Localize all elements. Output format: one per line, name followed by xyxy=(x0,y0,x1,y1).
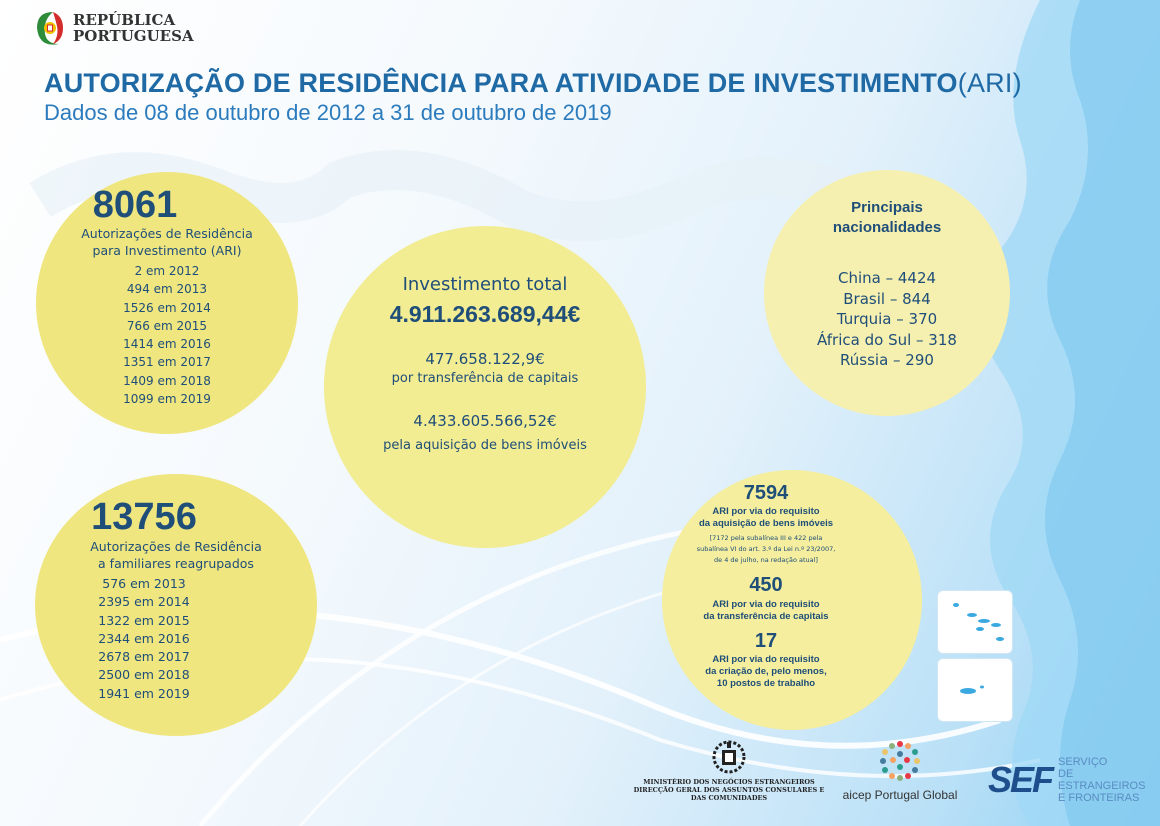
madeira-map-inset xyxy=(937,658,1013,722)
nationalities-circle xyxy=(764,170,1010,416)
capital-req-line2: da transferência de capitais xyxy=(703,611,829,622)
coat-of-arms-icon xyxy=(704,740,754,774)
nationalities-heading xyxy=(764,198,1010,238)
family-year-item: 1941 em 2019 xyxy=(98,685,190,701)
org-name-line1: REPÚBLICA xyxy=(73,11,176,29)
mne-line2: DIRECÇÃO GERAL DOS ASSUNTOS CONSULARES E xyxy=(633,786,825,794)
investment-circle xyxy=(324,226,646,548)
aicep-name: aicep Portugal Global xyxy=(842,788,958,802)
jobs-req-value: 17 xyxy=(754,630,778,652)
ari-years-list xyxy=(36,262,298,408)
ari-total-circle xyxy=(36,172,298,434)
ari-year-item: 494 em 2013 xyxy=(126,282,208,297)
mne-line3: DAS COMUNIDADES xyxy=(690,794,768,802)
property-req-value: 7594 xyxy=(743,482,789,504)
family-year-item: 2678 em 2017 xyxy=(98,649,190,665)
ari-total-label xyxy=(36,225,298,259)
ari-total-label-line2: para Investimento (ARI) xyxy=(92,243,242,258)
sef-line2: DE ESTRANGEIROS xyxy=(1058,768,1146,792)
ari-year-item: 1099 em 2019 xyxy=(123,392,211,407)
nationalities-heading-line1: Principais xyxy=(851,199,923,216)
mne-logo xyxy=(620,740,838,802)
family-year-item: 2500 em 2018 xyxy=(98,667,190,683)
property-req-line1: ARI por via do requisito xyxy=(712,506,820,517)
investment-label: Investimento total xyxy=(402,274,568,295)
nationality-item: Rússia – 290 xyxy=(840,351,934,369)
transfer-label: por transferência de capitais xyxy=(391,371,579,386)
property-value: 4.433.605.566,52€ xyxy=(413,412,557,430)
org-name-line2: PORTUGUESA xyxy=(73,27,194,45)
family-year-item: 1322 em 2015 xyxy=(98,612,190,628)
family-label-line1: Autorizações de Residência xyxy=(90,539,262,554)
family-year-item: 2395 em 2014 xyxy=(98,594,190,610)
capital-req-line1: ARI por via do requisito xyxy=(712,599,820,610)
republica-portuguesa-logo xyxy=(33,8,194,48)
property-req-line2: da aquisição de bens imóveis xyxy=(698,518,834,529)
ari-total-value: 8061 xyxy=(92,184,178,226)
page-subtitle: Dados de 08 de outubro de 2012 a 31 de outubro de 2019 xyxy=(44,100,612,125)
nationality-item: Brasil – 844 xyxy=(843,289,931,308)
jobs-req-line1: ARI por via do requisito xyxy=(712,654,820,665)
nationalities-heading-line2: nacionalidades xyxy=(832,219,942,236)
family-label-line2: a familiares reagrupados xyxy=(98,556,254,571)
property-req-note3: de 4 de julho, na redação atual] xyxy=(714,556,818,564)
title-main: AUTORIZAÇÃO DE RESIDÊNCIA PARA ATIVIDADE DE INVESTIMENTO xyxy=(44,68,958,98)
ari-year-item: 1414 em 2016 xyxy=(123,337,211,352)
nationality-item: China – 4424 xyxy=(837,269,937,287)
nationalities-list xyxy=(764,268,1010,371)
family-total-value: 13756 xyxy=(91,496,197,538)
azores-islands-icon xyxy=(938,591,1012,653)
title-suffix: (ARI) xyxy=(957,68,1022,98)
page-title xyxy=(44,68,1022,99)
family-circle xyxy=(35,474,317,736)
jobs-req-line3: 10 postos de trabalho xyxy=(716,678,816,689)
requirements-circle xyxy=(662,470,922,730)
ari-year-item: 2 em 2012 xyxy=(134,264,200,278)
jobs-req-line2: da criação de, pelo menos, xyxy=(705,666,827,677)
sef-logo xyxy=(988,756,1160,804)
ari-year-item: 1351 em 2017 xyxy=(123,355,211,370)
aicep-dots-icon xyxy=(875,738,925,784)
nationality-item: África do Sul – 318 xyxy=(817,330,957,349)
sef-line1: SERVIÇO xyxy=(1058,756,1108,768)
madeira-islands-icon xyxy=(938,659,1012,721)
family-year-item: 576 em 2013 xyxy=(102,576,186,591)
transfer-value: 477.658.122,9€ xyxy=(425,350,545,368)
azores-map-inset xyxy=(937,590,1013,654)
family-years-list xyxy=(3,575,285,703)
capital-req-value: 450 xyxy=(749,574,783,596)
mne-line1: MINISTÉRIO DOS NEGÓCIOS ESTRANGEIROS xyxy=(643,778,815,786)
ari-year-item: 1409 em 2018 xyxy=(123,373,211,388)
property-req-note1: [7172 pela subalínea III e 422 pela xyxy=(709,534,823,542)
ari-year-item: 1526 em 2014 xyxy=(123,300,211,315)
portugal-emblem-icon xyxy=(33,8,67,48)
property-req-note2: subalínea VI do art. 3.º da Lei n.º 23/2007, xyxy=(696,545,836,553)
nationality-item: Turquia – 370 xyxy=(836,310,938,328)
property-label: pela aquisição de bens imóveis xyxy=(383,438,587,453)
sef-mark: SEF xyxy=(988,759,1053,800)
ari-year-item: 766 em 2015 xyxy=(126,318,208,333)
family-year-item: 2344 em 2016 xyxy=(98,630,190,646)
ari-total-label-line1: Autorizações de Residência xyxy=(81,226,253,241)
family-label xyxy=(35,538,317,572)
sef-line3: E FRONTEIRAS xyxy=(1058,792,1140,804)
investment-total: 4.911.263.689,44€ xyxy=(389,301,581,327)
aicep-logo xyxy=(826,738,974,802)
